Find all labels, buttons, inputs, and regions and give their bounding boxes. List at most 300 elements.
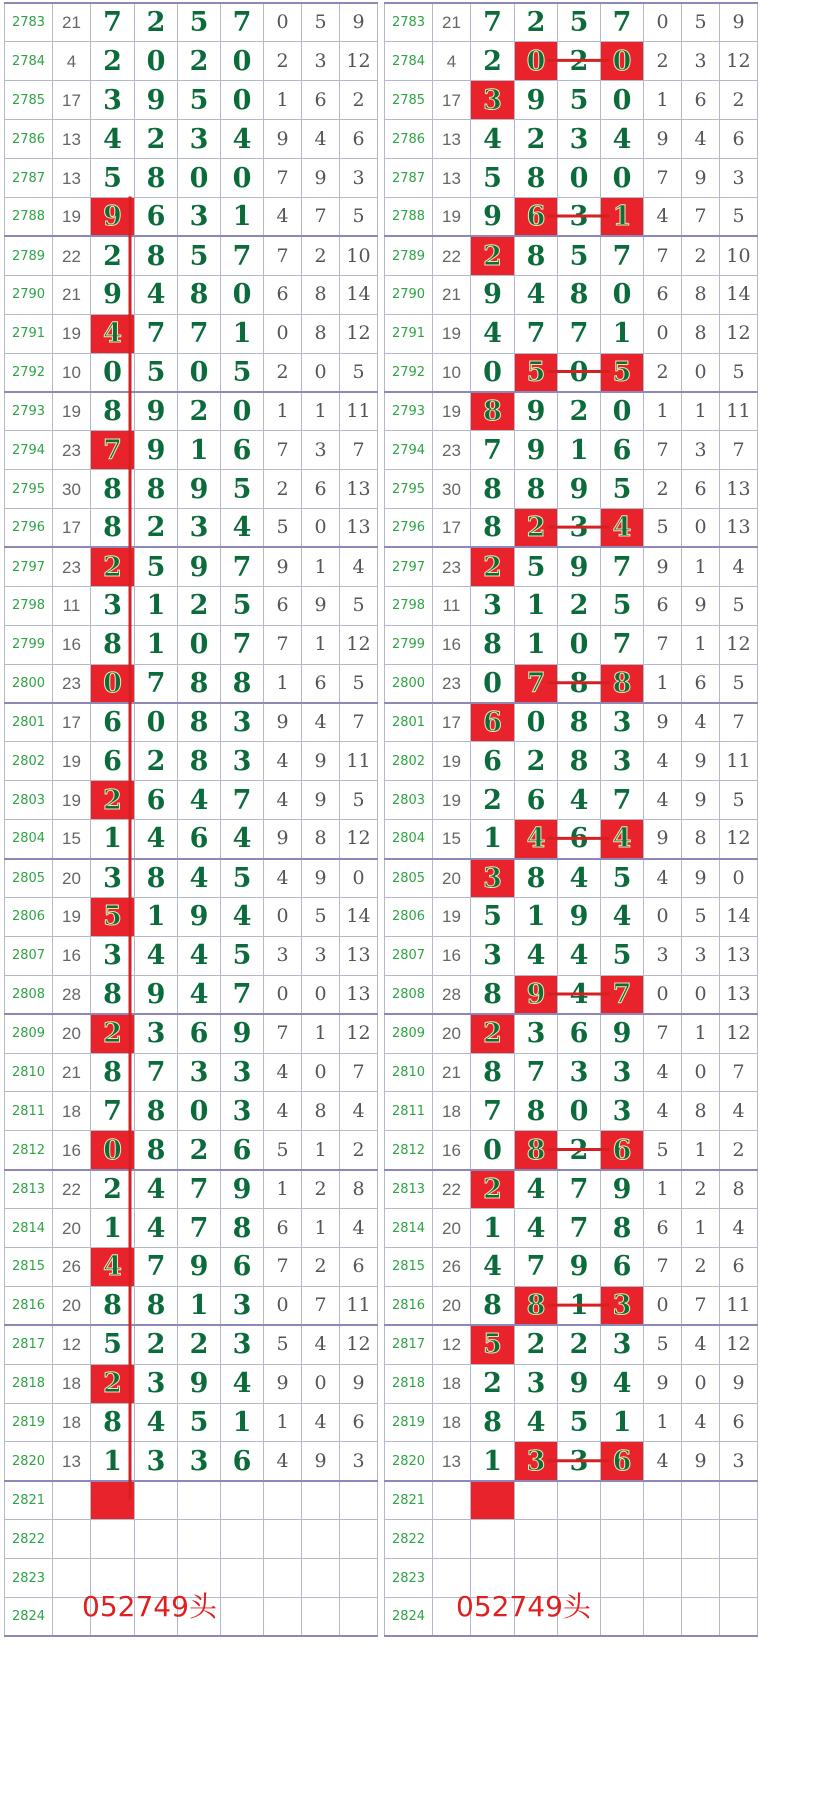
digit-cell-text: 5 — [189, 84, 209, 116]
stat-cell-text: 11 — [346, 749, 371, 772]
issue-number-cell — [385, 1481, 433, 1520]
digit-cell-text: 8 — [103, 473, 122, 505]
digit-cell — [558, 1248, 601, 1287]
stat-cell — [682, 820, 720, 859]
sum-cell-text: 23 — [442, 673, 461, 693]
digit-cell — [178, 81, 221, 120]
digit-cell-text: 2 — [483, 1173, 502, 1205]
digit-cell-text: 4 — [612, 123, 632, 155]
digit-cell-text: 7 — [232, 551, 252, 583]
issue-number-cell — [5, 392, 53, 431]
sum-cell-text: 19 — [442, 402, 461, 422]
stat-cell — [340, 3, 378, 42]
digit-cell-text: 4 — [483, 1251, 502, 1283]
stat-cell — [644, 1248, 682, 1287]
stat-cell — [302, 1325, 340, 1364]
sum-cell-text: 20 — [442, 868, 461, 888]
issue-number-cell-text: 2817 — [391, 1337, 426, 1353]
stat-cell — [302, 936, 340, 975]
stat-cell-text: 4 — [276, 1449, 289, 1472]
digit-cell-text: 3 — [526, 1018, 546, 1050]
stat-cell — [644, 236, 682, 275]
sum-cell-text: 4 — [446, 51, 457, 71]
digit-cell — [91, 509, 135, 548]
issue-number-cell — [5, 1364, 53, 1403]
digit-cell-text: 2 — [103, 1173, 122, 1205]
sum-cell-text: 10 — [442, 362, 461, 382]
digit-cell-text: 0 — [232, 162, 252, 194]
digit-cell-text: 1 — [146, 629, 166, 661]
digit-cell-text: 2 — [483, 551, 502, 583]
stat-cell-text: 1 — [276, 1177, 289, 1200]
stat-cell-text: 7 — [656, 166, 669, 189]
stat-cell — [264, 936, 302, 975]
digit-cell-text: 2 — [103, 1018, 122, 1050]
digit-cell — [601, 1248, 644, 1287]
digit-cell — [558, 431, 601, 470]
digit-cell-text: 2 — [103, 551, 122, 583]
digit-cell — [91, 1092, 135, 1131]
stat-cell — [302, 1092, 340, 1131]
digit-cell-text: 3 — [612, 1329, 632, 1361]
digit-cell-text: 7 — [146, 1251, 166, 1283]
sum-cell — [433, 275, 471, 314]
sum-cell — [433, 120, 471, 159]
digit-cell — [91, 431, 135, 470]
stat-cell-text: 5 — [276, 516, 289, 539]
digit-cell — [558, 586, 601, 625]
stat-cell-text: 0 — [276, 11, 289, 34]
digit-cell — [221, 781, 264, 820]
stat-cell-text: 12 — [726, 827, 751, 850]
sum-cell — [433, 625, 471, 664]
digit-cell-text: 1 — [232, 318, 252, 350]
stat-cell-text: 2 — [314, 244, 327, 267]
stat-cell — [682, 547, 720, 586]
stat-cell-text: 1 — [276, 88, 289, 111]
digit-cell — [91, 586, 135, 625]
table-row — [5, 42, 378, 81]
digit-cell — [91, 820, 135, 859]
digit-cell — [135, 1286, 178, 1325]
stat-cell-text: 9 — [694, 166, 707, 189]
issue-number-cell — [385, 42, 433, 81]
issue-number-cell-text: 2813 — [391, 1181, 426, 1197]
digit-cell — [515, 120, 558, 159]
digit-cell — [471, 236, 515, 275]
stat-cell — [340, 703, 378, 742]
digit-cell-text: 2 — [483, 45, 502, 77]
stat-cell — [720, 1014, 758, 1053]
digit-cell-text: 8 — [526, 1095, 546, 1127]
digit-cell — [471, 431, 515, 470]
digit-cell-text: 1 — [103, 823, 122, 855]
stat-cell-text: 7 — [694, 205, 707, 228]
stat-cell — [644, 1364, 682, 1403]
digit-cell — [135, 197, 178, 236]
digit-cell-text: 5 — [189, 7, 209, 39]
digit-cell — [515, 975, 558, 1014]
stat-cell-text: 1 — [694, 1022, 707, 1045]
digit-cell-text: 5 — [569, 1407, 589, 1438]
stat-cell — [340, 1170, 378, 1209]
digit-cell-text: 7 — [103, 1095, 122, 1127]
issue-number-cell-text: 2791 — [391, 326, 426, 342]
sum-cell-text: 17 — [62, 518, 81, 538]
sum-cell — [433, 1325, 471, 1364]
stat-cell — [340, 1092, 378, 1131]
sum-cell-text: 18 — [442, 1101, 461, 1121]
digit-cell-text: 3 — [146, 1368, 166, 1400]
digit-cell-text: 6 — [612, 434, 632, 466]
sum-cell — [53, 1442, 91, 1481]
sum-cell — [53, 1520, 91, 1559]
stat-cell — [340, 1442, 378, 1481]
stat-cell — [302, 1364, 340, 1403]
digit-cell-text: 3 — [483, 862, 502, 894]
digit-cell-text: 5 — [612, 862, 632, 894]
stat-cell-text: 5 — [352, 788, 365, 811]
issue-number-cell — [5, 1520, 53, 1559]
digit-cell-text: 3 — [569, 1445, 589, 1477]
digit-cell-text: 7 — [612, 7, 632, 39]
sum-cell-text: 30 — [62, 479, 81, 499]
issue-number-cell-text: 2808 — [391, 986, 426, 1002]
digit-cell — [471, 275, 515, 314]
table-row — [5, 1286, 378, 1325]
digit-cell-text: 3 — [612, 1056, 632, 1088]
digit-cell-text: 8 — [483, 978, 502, 1010]
issue-number-cell — [385, 1442, 433, 1481]
stat-cell — [302, 3, 340, 42]
digit-cell — [221, 509, 264, 548]
stat-cell — [340, 42, 378, 81]
sum-cell — [53, 353, 91, 392]
digit-cell — [135, 859, 178, 898]
digit-cell-text: 0 — [232, 84, 252, 116]
stat-cell — [682, 431, 720, 470]
stat-cell-text: 4 — [732, 555, 745, 578]
stat-cell — [644, 1598, 682, 1637]
sum-cell — [53, 664, 91, 703]
stat-cell-text: 6 — [352, 127, 365, 150]
stat-cell-text: 1 — [276, 1411, 289, 1433]
issue-number-cell — [5, 159, 53, 198]
sum-cell — [53, 1403, 91, 1442]
stat-cell — [682, 1286, 720, 1325]
issue-number-cell — [5, 1598, 53, 1637]
stat-cell — [302, 1442, 340, 1481]
digit-cell — [91, 392, 135, 431]
right-note-text: 052749头 — [456, 1590, 591, 1623]
digit-cell — [178, 1131, 221, 1170]
digit-cell — [91, 42, 135, 81]
stat-cell-text: 7 — [276, 1022, 289, 1045]
issue-number-cell — [385, 1131, 433, 1170]
issue-number-cell — [5, 703, 53, 742]
stat-cell-text: 2 — [656, 477, 669, 500]
stat-cell — [682, 1170, 720, 1209]
digit-cell — [91, 1014, 135, 1053]
stat-cell-text: 5 — [656, 1138, 669, 1161]
digit-cell-text: 7 — [569, 318, 589, 350]
digit-cell-text: 6 — [232, 1134, 252, 1166]
issue-number-cell — [5, 1092, 53, 1131]
issue-number-cell-text: 2821 — [11, 1493, 46, 1509]
digit-cell — [91, 1131, 135, 1170]
digit-cell — [515, 1092, 558, 1131]
digit-cell-text: 3 — [189, 123, 209, 155]
stat-cell — [340, 275, 378, 314]
digit-cell — [601, 936, 644, 975]
stat-cell — [264, 1170, 302, 1209]
issue-number-cell-text: 2802 — [11, 753, 46, 769]
sum-cell — [433, 353, 471, 392]
stat-cell — [302, 820, 340, 859]
sum-cell-text: 23 — [442, 440, 461, 460]
digit-cell — [558, 1053, 601, 1092]
stat-cell — [264, 1014, 302, 1053]
digit-cell-text: 4 — [569, 784, 589, 816]
digit-cell — [471, 664, 515, 703]
issue-number-cell-text: 2796 — [391, 520, 426, 536]
stat-cell — [682, 586, 720, 625]
stat-cell — [720, 1403, 758, 1442]
digit-cell-text: 4 — [526, 823, 546, 855]
sum-cell — [53, 236, 91, 275]
digit-cell-text: 8 — [103, 396, 122, 428]
right-lottery-table — [384, 2, 758, 1637]
sum-cell — [433, 781, 471, 820]
sum-cell — [53, 275, 91, 314]
table-row — [5, 1325, 378, 1364]
digit-cell-text: 9 — [483, 279, 502, 311]
stat-cell — [264, 1364, 302, 1403]
stat-cell-text: 13 — [346, 477, 371, 500]
digit-cell-text: 5 — [526, 551, 546, 583]
issue-number-cell — [5, 197, 53, 236]
digit-cell — [91, 936, 135, 975]
table-row — [385, 509, 758, 548]
issue-number-cell — [5, 586, 53, 625]
table-row — [385, 81, 758, 120]
table-row — [385, 1520, 758, 1559]
stat-cell-text: 7 — [732, 711, 745, 734]
digit-cell — [471, 392, 515, 431]
stat-cell-text: 2 — [694, 1255, 707, 1278]
sum-cell-text: 13 — [442, 1451, 461, 1471]
digit-cell — [91, 781, 135, 820]
digit-cell-text: 2 — [569, 1329, 589, 1361]
stat-cell — [644, 1053, 682, 1092]
stat-cell-text: 9 — [656, 1372, 669, 1395]
digit-cell-text: 9 — [483, 201, 502, 233]
stat-cell — [720, 3, 758, 42]
digit-cell-text: 7 — [526, 1056, 546, 1088]
digit-cell-text: 2 — [526, 512, 546, 544]
issue-number-cell-text: 2813 — [11, 1181, 46, 1197]
stat-cell — [720, 120, 758, 159]
digit-cell — [221, 1248, 264, 1287]
stat-cell — [682, 275, 720, 314]
digit-cell-text: 1 — [612, 318, 632, 350]
stat-cell-text: 3 — [732, 1449, 745, 1472]
digit-cell — [601, 586, 644, 625]
stat-cell — [682, 42, 720, 81]
digit-cell — [178, 781, 221, 820]
sum-cell — [433, 236, 471, 275]
digit-cell — [91, 975, 135, 1014]
issue-number-cell-text: 2798 — [11, 598, 46, 614]
digit-cell-text: 9 — [569, 1251, 589, 1283]
stat-cell-text: 5 — [352, 205, 365, 228]
table-row — [385, 1053, 758, 1092]
digit-cell-text: 2 — [483, 1368, 502, 1400]
table-row — [385, 197, 758, 236]
digit-cell-text: 9 — [232, 1173, 252, 1205]
stat-cell-text: 0 — [694, 982, 707, 1005]
stat-cell — [302, 1209, 340, 1248]
issue-number-cell-text: 2811 — [11, 1103, 46, 1119]
stat-cell — [264, 353, 302, 392]
issue-number-cell — [5, 1325, 53, 1364]
digit-cell-text: 3 — [232, 707, 252, 739]
digit-cell — [91, 1170, 135, 1209]
table-row — [385, 275, 758, 314]
digit-cell — [178, 1053, 221, 1092]
digit-cell-text: 1 — [569, 1290, 589, 1322]
issue-number-cell — [5, 431, 53, 470]
digit-cell-text: 9 — [146, 84, 166, 116]
table-row — [5, 275, 378, 314]
digit-cell — [515, 1131, 558, 1170]
stat-cell-text: 13 — [726, 477, 751, 500]
issue-number-cell — [385, 392, 433, 431]
sum-cell — [53, 470, 91, 509]
stat-cell — [720, 1481, 758, 1520]
digit-cell-text: 0 — [103, 356, 122, 388]
stat-cell — [340, 1014, 378, 1053]
stat-cell — [644, 625, 682, 664]
digit-cell — [471, 1481, 515, 1520]
stat-cell — [264, 703, 302, 742]
stat-cell — [302, 120, 340, 159]
sum-cell — [433, 197, 471, 236]
stat-cell-text: 5 — [732, 788, 745, 811]
digit-cell-text: 4 — [103, 1251, 122, 1283]
digit-cell-text: 5 — [103, 1329, 122, 1361]
digit-cell-text: 9 — [569, 473, 589, 505]
digit-cell-text: 0 — [189, 1095, 209, 1127]
stat-cell — [302, 1170, 340, 1209]
stat-cell-text: 4 — [276, 749, 289, 772]
stat-cell-text: 7 — [352, 438, 365, 461]
digit-cell-text: 0 — [483, 1134, 502, 1166]
digit-cell-text: 2 — [526, 123, 546, 155]
issue-number-cell-text: 2788 — [11, 209, 46, 225]
table-row — [5, 1520, 378, 1559]
stat-cell — [340, 975, 378, 1014]
digit-cell — [135, 353, 178, 392]
digit-cell-text: 2 — [103, 1368, 122, 1400]
stat-cell — [682, 742, 720, 781]
table-row — [385, 975, 758, 1014]
stat-cell — [264, 1131, 302, 1170]
digit-cell-text: 8 — [526, 1134, 546, 1166]
issue-number-cell-text: 2816 — [11, 1298, 46, 1314]
stat-cell-text: 6 — [732, 1411, 745, 1433]
table-row — [385, 1170, 758, 1209]
digit-cell — [471, 1131, 515, 1170]
stat-cell-text: 11 — [726, 749, 751, 772]
digit-cell-text: 1 — [526, 629, 546, 661]
sum-cell — [53, 975, 91, 1014]
digit-cell — [558, 781, 601, 820]
digit-cell-text: 5 — [569, 84, 589, 116]
digit-cell — [135, 1403, 178, 1442]
digit-cell — [515, 431, 558, 470]
digit-cell-text: 3 — [569, 1056, 589, 1088]
stat-cell-text: 8 — [694, 283, 707, 306]
digit-cell-text: 8 — [526, 862, 546, 894]
sum-cell-text: 19 — [62, 324, 81, 344]
stat-cell-text: 5 — [694, 11, 707, 34]
digit-cell-text: 9 — [526, 978, 546, 1010]
stat-cell-text: 5 — [732, 360, 745, 383]
digit-cell — [601, 1286, 644, 1325]
issue-number-cell-text: 2785 — [11, 92, 46, 108]
digit-cell — [91, 664, 135, 703]
digit-cell — [221, 159, 264, 198]
digit-cell — [515, 897, 558, 936]
table-row — [385, 1325, 758, 1364]
digit-cell-text: 6 — [232, 1251, 252, 1283]
stat-cell-text: 0 — [314, 516, 327, 539]
stat-cell — [340, 664, 378, 703]
stat-cell-text: 4 — [656, 1449, 669, 1472]
stat-cell — [340, 625, 378, 664]
digit-cell-text: 3 — [189, 201, 209, 233]
digit-cell — [135, 742, 178, 781]
stat-cell-text: 1 — [694, 1138, 707, 1161]
stat-cell-text: 4 — [694, 1411, 707, 1433]
issue-number-cell — [5, 1559, 53, 1598]
table-row — [385, 781, 758, 820]
digit-cell — [91, 1248, 135, 1287]
digit-cell-text: 9 — [146, 978, 166, 1010]
digit-cell-text: 8 — [526, 1290, 546, 1322]
issue-number-cell — [385, 1286, 433, 1325]
stat-cell-text: 4 — [656, 1099, 669, 1122]
digit-cell — [135, 897, 178, 936]
issue-number-cell — [385, 897, 433, 936]
digit-cell-text: 8 — [103, 1056, 122, 1088]
sum-cell-text: 19 — [442, 751, 461, 771]
stat-cell — [644, 897, 682, 936]
issue-number-cell — [5, 314, 53, 353]
stat-cell-text: 1 — [694, 633, 707, 656]
issue-number-cell — [385, 1598, 433, 1637]
stat-cell-text: 4 — [694, 127, 707, 150]
stat-cell — [644, 1559, 682, 1598]
sum-cell — [433, 1481, 471, 1520]
table-row — [5, 1209, 378, 1248]
digit-cell — [135, 42, 178, 81]
stat-cell-text: 1 — [314, 1022, 327, 1045]
stat-cell-text: 3 — [352, 1449, 365, 1472]
digit-cell — [515, 1014, 558, 1053]
stat-cell — [682, 3, 720, 42]
